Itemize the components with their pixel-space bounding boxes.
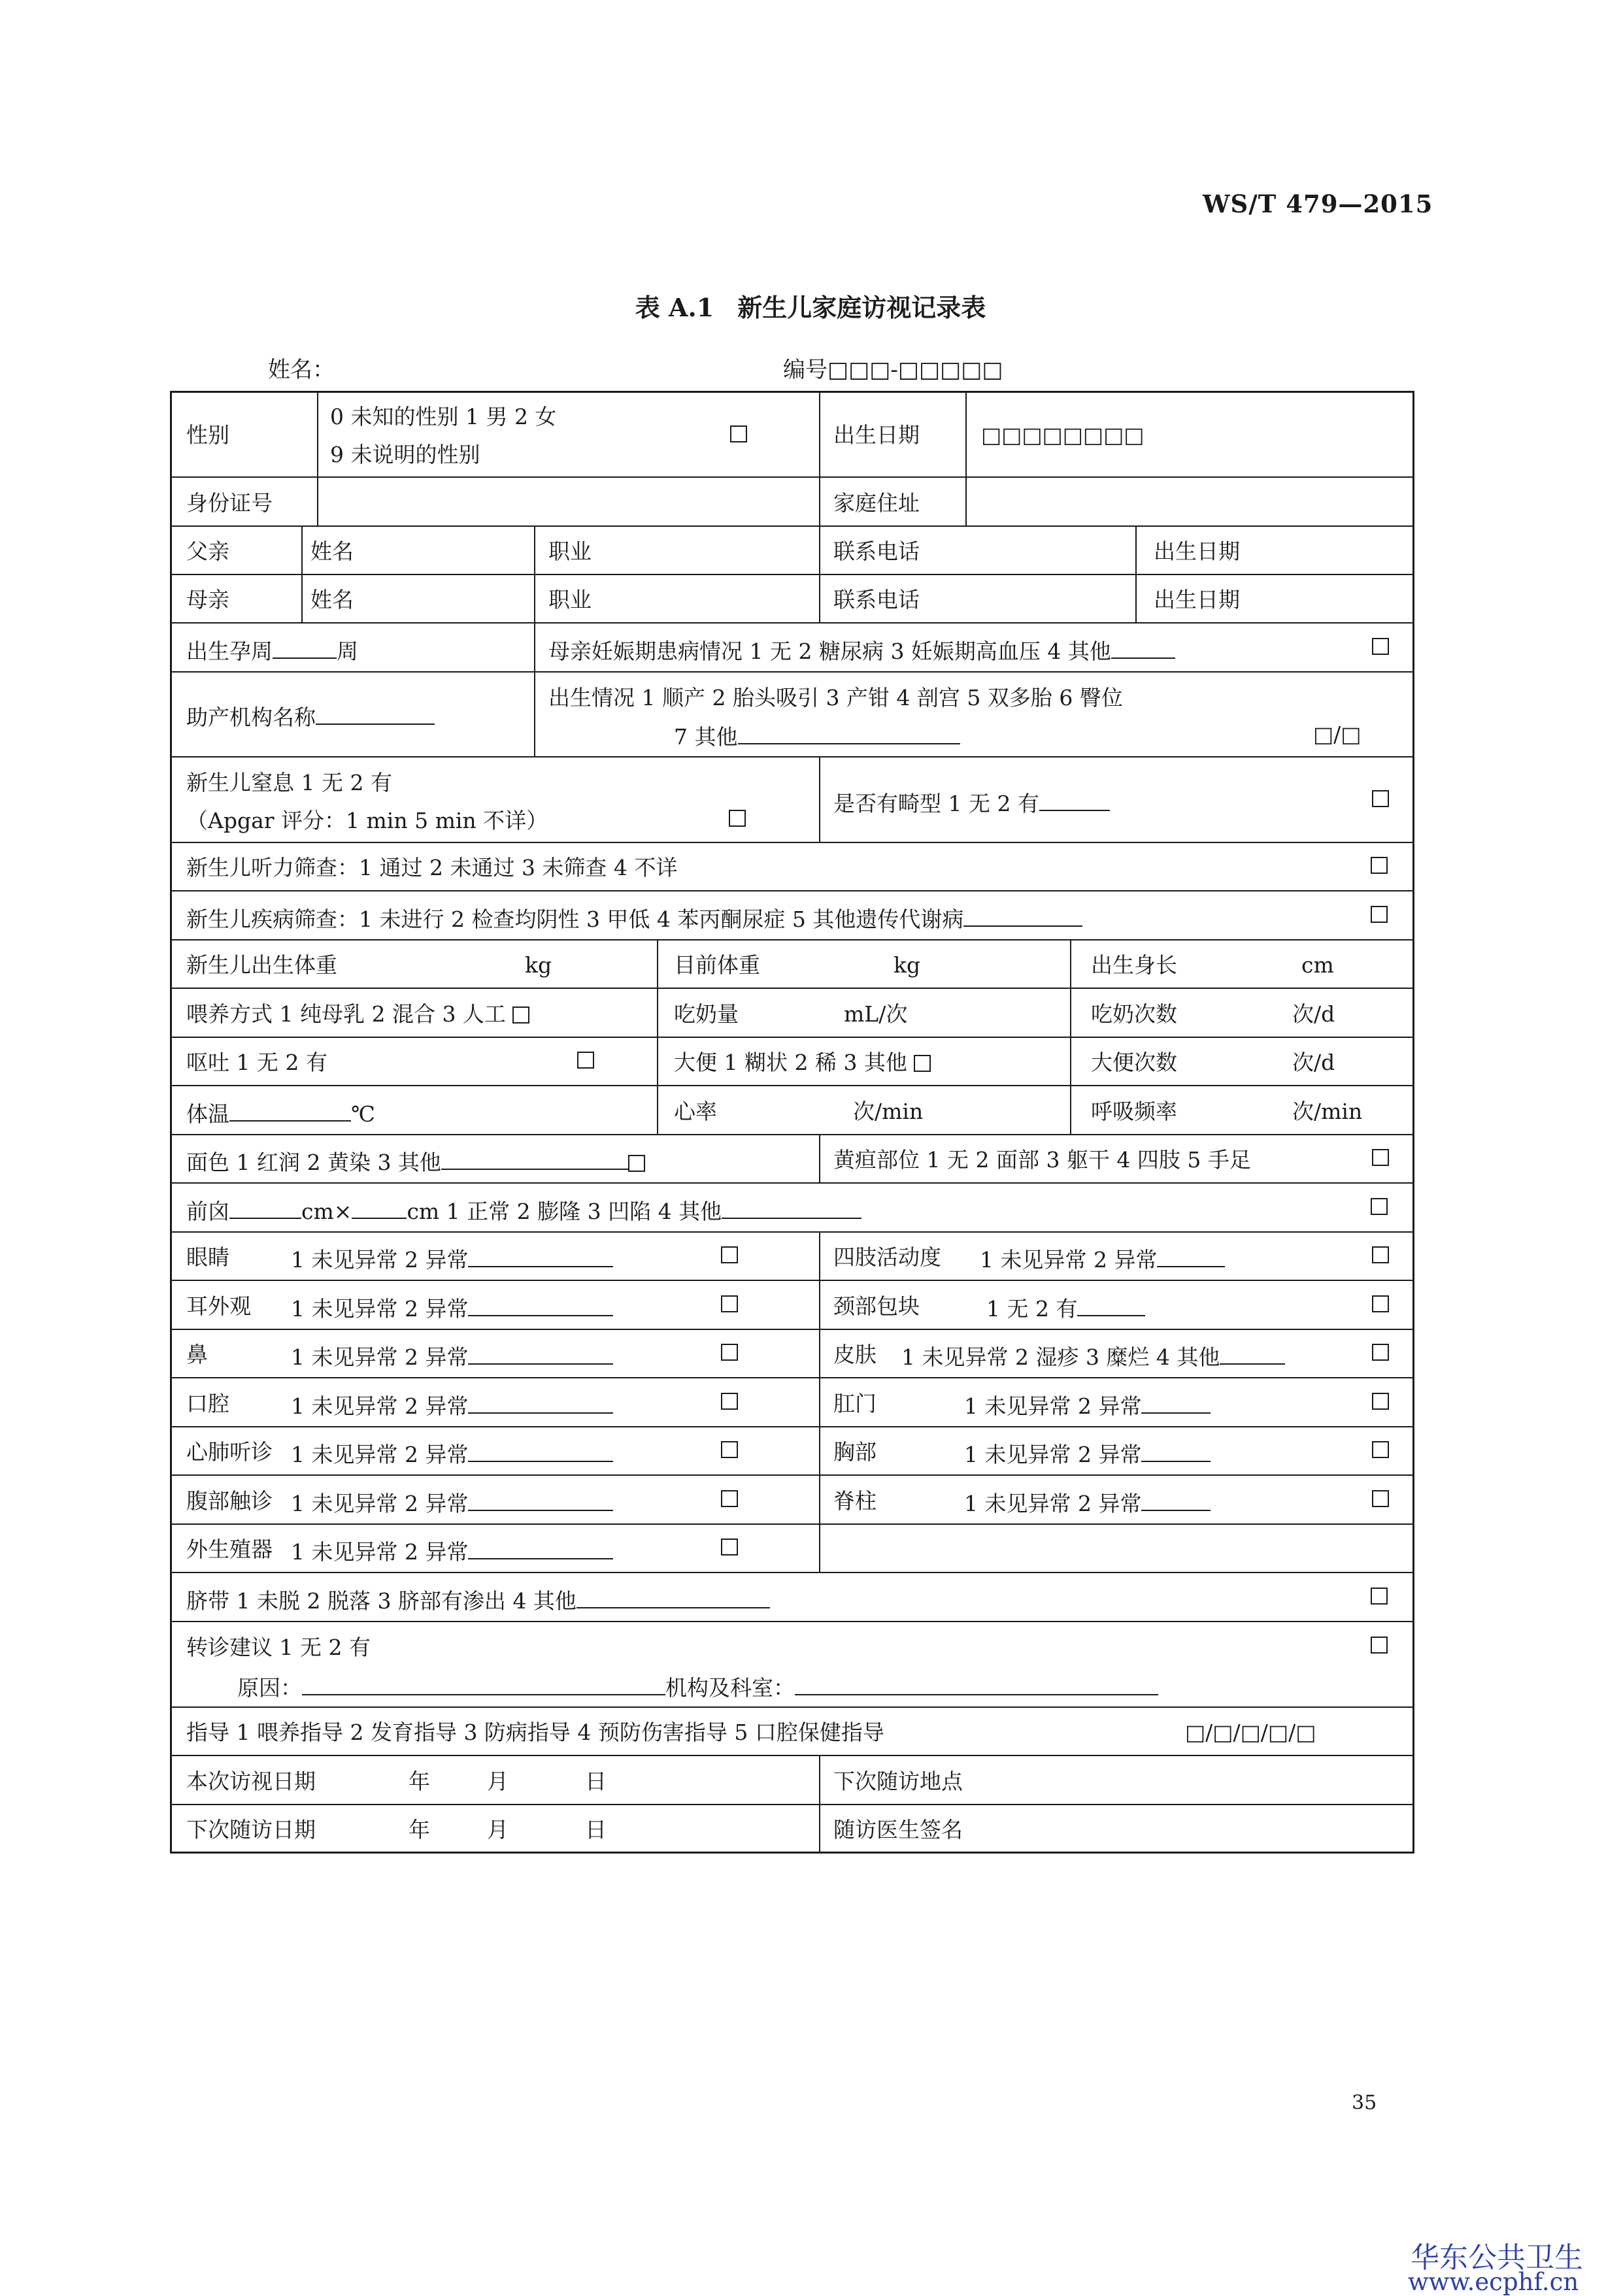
genitals-row xyxy=(172,1523,1412,1573)
complexion[interactable] xyxy=(186,1149,645,1173)
heart-lung-checkbox[interactable] xyxy=(721,1441,738,1458)
visit-day: 日 xyxy=(585,1769,607,1794)
guidance-row xyxy=(172,1706,1412,1756)
referral-label: 转诊建议 1 无 2 有 xyxy=(186,1635,371,1660)
chest-checkbox[interactable] xyxy=(1372,1441,1389,1458)
father-job-cell[interactable] xyxy=(534,527,819,575)
midwife-org-label: 助产机构名称 xyxy=(186,705,316,730)
mother-name-cell[interactable] xyxy=(301,575,534,624)
abdomen-row xyxy=(172,1474,1412,1525)
eyes-label: 眼睛 xyxy=(186,1244,229,1270)
guidance-checkboxes[interactable]: □/□/□/□/□ xyxy=(1185,1720,1316,1745)
address-label: 家庭住址 xyxy=(833,490,920,516)
gestation-week-blank[interactable] xyxy=(273,638,337,659)
current-weight-cell[interactable] xyxy=(657,940,1070,989)
birth-weight-label: 新生儿出生体重 xyxy=(186,952,337,978)
asphyxia-checkbox[interactable] xyxy=(729,810,746,827)
skin-options[interactable] xyxy=(901,1344,1285,1368)
vomit-label: 呕吐 1 无 2 有 xyxy=(186,1050,327,1075)
heart-lung-options[interactable] xyxy=(291,1441,613,1465)
mother-phone-cell[interactable] xyxy=(819,575,1135,624)
mother-disease-checkbox[interactable] xyxy=(1372,638,1389,655)
father-birth-cell[interactable] xyxy=(1135,527,1412,575)
jaundice-label: 黄疸部位 1 无 2 面部 3 躯干 4 四肢 5 手足 xyxy=(833,1147,1251,1173)
birth-length-unit: cm xyxy=(1301,952,1334,978)
disease-screen-label: 新生儿疾病筛查：1 未进行 2 检查均阴性 3 甲低 4 苯丙酮尿症 5 其他遗传代谢病 xyxy=(186,907,964,932)
fontanelle-checkbox[interactable] xyxy=(1371,1198,1388,1215)
spine-cell xyxy=(819,1476,1412,1525)
mother-disease-other-blank[interactable] xyxy=(1111,638,1175,659)
birth-length-cell[interactable] xyxy=(1070,940,1412,989)
skin-cell xyxy=(819,1330,1412,1378)
genitals-label: 外生殖器 xyxy=(186,1537,273,1562)
table-title xyxy=(0,288,1621,324)
heart-lung-options-label: 1 未见异常 2 异常 xyxy=(291,1442,469,1467)
mouth-label: 口腔 xyxy=(186,1391,229,1416)
stool-times-unit: 次/d xyxy=(1292,1050,1335,1075)
jaundice-cell xyxy=(819,1135,1412,1184)
eyes-row xyxy=(172,1231,1412,1281)
neck-checkbox[interactable] xyxy=(1372,1295,1389,1312)
page-number: 35 xyxy=(1352,2091,1377,2114)
feed-times-label: 吃奶次数 xyxy=(1091,1001,1177,1027)
cord-other-blank[interactable] xyxy=(577,1588,770,1608)
fontanelle-label: 前囟 xyxy=(186,1199,229,1224)
feeding-checkbox[interactable] xyxy=(512,1007,529,1023)
genitals-options[interactable] xyxy=(291,1539,613,1563)
limbs-checkbox[interactable] xyxy=(1372,1246,1389,1263)
feeding-label: 喂养方式 1 纯母乳 2 混合 3 人工 xyxy=(186,1001,506,1027)
mother-phone-label: 联系电话 xyxy=(833,587,920,612)
limbs-options[interactable] xyxy=(980,1246,1225,1271)
dept-blank[interactable] xyxy=(795,1674,1158,1695)
stool[interactable] xyxy=(674,1052,931,1073)
complexion-blank[interactable] xyxy=(441,1149,628,1170)
deformity-cell xyxy=(819,757,1412,843)
id-address-row xyxy=(172,476,1412,527)
chest-cell xyxy=(819,1427,1412,1476)
mother-row xyxy=(172,574,1412,624)
feeding-row xyxy=(172,988,1412,1038)
dept-label: 机构及科室： xyxy=(665,1675,795,1701)
sex-checkbox[interactable] xyxy=(730,425,747,442)
midwife-org[interactable] xyxy=(186,704,435,728)
anus-cell xyxy=(819,1378,1412,1427)
cord-label: 脐带 1 未脱 2 脱落 3 脐部有渗出 4 其他 xyxy=(186,1588,577,1614)
hearing-label: 新生儿听力筛查：1 通过 2 未通过 3 未筛查 4 不详 xyxy=(186,855,678,880)
father-job-label: 职业 xyxy=(548,539,592,564)
birth-situation-cell xyxy=(534,673,1412,757)
next-month: 月 xyxy=(487,1817,509,1842)
spine-options-label: 1 未见异常 2 异常 xyxy=(964,1491,1142,1516)
abdomen-options[interactable] xyxy=(291,1490,613,1514)
vitals-row xyxy=(172,1085,1412,1135)
birth-situation-label: 出生情况 1 顺产 2 胎头吸引 3 产钳 4 剖宫 5 双多胎 6 臀位 xyxy=(548,685,1123,710)
spine-checkbox[interactable] xyxy=(1372,1490,1389,1507)
gestation-row xyxy=(172,622,1412,673)
deformity[interactable] xyxy=(833,790,1110,814)
spine-abnormal-blank[interactable] xyxy=(1141,1490,1211,1511)
birth-date-label-cell xyxy=(819,393,965,476)
abdomen-abnormal-blank[interactable] xyxy=(468,1490,613,1511)
anus-options-label: 1 未见异常 2 异常 xyxy=(964,1393,1142,1419)
cord-row xyxy=(172,1572,1412,1622)
id-no-label: 身份证号 xyxy=(186,490,273,516)
watermark-title: 华东公共卫生 xyxy=(1411,2241,1583,2274)
next-year: 年 xyxy=(409,1817,430,1842)
stool-times-label: 大便次数 xyxy=(1091,1050,1177,1075)
fontanelle-other-blank[interactable] xyxy=(722,1198,861,1219)
heart-rate-label: 心率 xyxy=(674,1099,717,1124)
chest-label: 胸部 xyxy=(833,1439,877,1465)
visit-year: 年 xyxy=(409,1769,430,1794)
referral-checkbox[interactable] xyxy=(1371,1637,1388,1654)
current-weight-unit: kg xyxy=(894,952,921,978)
gestation-week-unit: 周 xyxy=(337,639,358,664)
resp-rate-cell[interactable] xyxy=(1070,1086,1412,1135)
deformity-blank[interactable] xyxy=(1039,790,1110,811)
limbs-cell xyxy=(819,1233,1412,1281)
midwife-org-blank[interactable] xyxy=(316,704,435,725)
birth-situation-checkboxes[interactable]: □/□ xyxy=(1313,722,1362,747)
visit-record-form xyxy=(170,391,1414,1854)
hearing-checkbox[interactable] xyxy=(1371,857,1388,874)
sex-options-line2: 9 未说明的性别 xyxy=(330,442,480,467)
heart-lung-row xyxy=(172,1426,1412,1476)
mother-job-cell[interactable] xyxy=(534,575,819,624)
spine-options[interactable] xyxy=(964,1490,1211,1514)
mother-label: 母亲 xyxy=(186,587,229,612)
birth-weight-unit: kg xyxy=(525,952,552,978)
chest-options[interactable] xyxy=(964,1441,1211,1465)
mother-disease-label: 母亲妊娠期患病情况 1 无 2 糖尿病 3 妊娠期高血压 4 其他 xyxy=(548,639,1111,664)
watermark-url: www.ecphf.cn xyxy=(1408,2268,1579,2296)
temperature-blank[interactable] xyxy=(229,1101,351,1122)
nose-options[interactable] xyxy=(291,1344,613,1368)
birth-length-label: 出生身长 xyxy=(1091,952,1177,978)
neck-options-label: 1 无 2 有 xyxy=(986,1296,1078,1322)
fontanelle[interactable] xyxy=(186,1198,861,1222)
ears-options-label: 1 未见异常 2 异常 xyxy=(291,1296,469,1322)
address-label-cell xyxy=(819,478,965,527)
mouth-row xyxy=(172,1377,1412,1427)
abdomen-options-label: 1 未见异常 2 异常 xyxy=(291,1491,469,1516)
genitals-abnormal-blank[interactable] xyxy=(468,1539,613,1559)
nose-abnormal-blank[interactable] xyxy=(468,1344,613,1365)
birth-situation-row xyxy=(172,671,1412,757)
jaundice-checkbox[interactable] xyxy=(1372,1149,1389,1166)
complexion-checkbox[interactable] xyxy=(628,1155,645,1172)
mother-birth-label: 出生日期 xyxy=(1154,587,1240,612)
hearing-row xyxy=(172,842,1412,891)
address-field[interactable] xyxy=(965,478,1412,527)
disease-screen-blank[interactable] xyxy=(963,906,1082,927)
vomit-checkbox[interactable] xyxy=(577,1052,594,1069)
abdomen-label: 腹部触诊 xyxy=(186,1488,273,1514)
ears-label: 耳外观 xyxy=(186,1293,251,1319)
next-place-label: 下次随访地点 xyxy=(833,1769,963,1794)
neck-label: 颈部包块 xyxy=(833,1293,920,1319)
sex-options-cell[interactable] xyxy=(317,393,819,476)
table-name: 新生儿家庭访视记录表 xyxy=(737,293,986,322)
mother-job-label: 职业 xyxy=(548,587,592,612)
father-label: 父亲 xyxy=(186,539,229,564)
gestation-week[interactable] xyxy=(186,638,358,662)
sex-options-line1: 0 未知的性别 1 男 2 女 xyxy=(330,404,557,429)
gestation-week-label: 出生孕周 xyxy=(186,639,273,664)
temperature-label: 体温 xyxy=(186,1101,229,1127)
chest-options-label: 1 未见异常 2 异常 xyxy=(964,1442,1142,1467)
eyes-options-label: 1 未见异常 2 异常 xyxy=(291,1247,469,1273)
visit-date-label: 本次访视日期 xyxy=(186,1769,316,1794)
nose-options-label: 1 未见异常 2 异常 xyxy=(291,1344,469,1370)
anus-label: 肛门 xyxy=(833,1391,877,1416)
neck-options[interactable] xyxy=(986,1295,1145,1320)
limbs-label: 四肢活动度 xyxy=(833,1244,941,1270)
feed-times-cell[interactable] xyxy=(1070,989,1412,1038)
complexion-row xyxy=(172,1134,1412,1184)
deformity-label: 是否有畸型 1 无 2 有 xyxy=(833,791,1039,816)
visit-month: 月 xyxy=(487,1769,509,1794)
disease-screen[interactable] xyxy=(186,906,1082,930)
heart-lung-abnormal-blank[interactable] xyxy=(468,1441,613,1462)
id-no-field[interactable] xyxy=(317,478,819,527)
temperature[interactable] xyxy=(186,1101,375,1125)
reason-label: 原因： xyxy=(237,1675,302,1701)
stool-times-cell[interactable] xyxy=(1070,1038,1412,1086)
nose-checkbox[interactable] xyxy=(721,1344,738,1361)
skin-label: 皮肤 xyxy=(833,1342,877,1367)
asphyxia-label: 新生儿窒息 1 无 2 有 xyxy=(186,770,392,795)
heart-lung-label: 心肺听诊 xyxy=(186,1439,273,1465)
deformity-checkbox[interactable] xyxy=(1372,790,1389,807)
father-phone-label: 联系电话 xyxy=(833,539,920,564)
cord[interactable] xyxy=(186,1588,770,1612)
father-phone-cell[interactable] xyxy=(819,527,1135,575)
father-name-cell[interactable] xyxy=(301,527,534,575)
neck-blank[interactable] xyxy=(1077,1295,1145,1316)
mother-birth-cell[interactable] xyxy=(1135,575,1412,624)
eyes-abnormal-blank[interactable] xyxy=(468,1246,613,1267)
sex-label: 性别 xyxy=(186,422,229,448)
weight-row xyxy=(172,939,1412,989)
next-date-label: 下次随访日期 xyxy=(186,1817,316,1842)
empty-cell xyxy=(819,1525,1412,1573)
disease-screen-checkbox[interactable] xyxy=(1371,906,1388,923)
birth-date-cell[interactable] xyxy=(965,393,1412,476)
fontanelle-options: cm 1 正常 2 膨隆 3 凹陷 4 其他 xyxy=(407,1199,722,1224)
visit-date-row xyxy=(172,1755,1412,1805)
skin-checkbox[interactable] xyxy=(1372,1344,1389,1361)
disease-screen-row xyxy=(172,890,1412,940)
mouth-abnormal-blank[interactable] xyxy=(468,1393,613,1414)
mouth-options-label: 1 未见异常 2 异常 xyxy=(291,1393,469,1419)
sex-row xyxy=(172,393,1412,476)
next-place-cell[interactable] xyxy=(819,1756,1412,1805)
ears-options[interactable] xyxy=(291,1295,613,1320)
name-label: 姓名： xyxy=(268,357,335,383)
mouth-checkbox[interactable] xyxy=(721,1393,738,1410)
resp-rate-unit: 次/min xyxy=(1292,1099,1363,1124)
next-day: 日 xyxy=(585,1817,607,1842)
fontanelle-length-blank[interactable] xyxy=(229,1198,301,1219)
birth-date-boxes[interactable]: □□□□□□□□ xyxy=(981,422,1145,448)
heart-rate-cell[interactable] xyxy=(657,1086,1070,1135)
skin-other-blank[interactable] xyxy=(1220,1344,1285,1365)
vomit-row xyxy=(172,1037,1412,1086)
eyes-options[interactable] xyxy=(291,1246,613,1271)
guidance-label: 指导 1 喂养指导 2 发育指导 3 防病指导 4 预防伤害指导 5 口腔保健指导 xyxy=(186,1720,884,1745)
chest-abnormal-blank[interactable] xyxy=(1141,1441,1211,1462)
asphyxia-row xyxy=(172,756,1412,843)
father-row xyxy=(172,525,1412,575)
feed-times-unit: 次/d xyxy=(1292,1001,1335,1027)
milk-amount-unit: mL/次 xyxy=(844,1001,908,1027)
mother-disease[interactable] xyxy=(548,638,1175,662)
referral-details[interactable] xyxy=(237,1674,1158,1699)
table-number: 表 A.1 xyxy=(635,293,714,322)
doctor-sign-label: 随访医生签名 xyxy=(833,1817,963,1842)
mouth-options[interactable] xyxy=(291,1393,613,1417)
fontanelle-times: cm× xyxy=(301,1199,352,1224)
neck-cell xyxy=(819,1281,1412,1330)
father-name-label: 姓名 xyxy=(310,539,354,564)
resp-rate-label: 呼吸频率 xyxy=(1091,1099,1177,1124)
limbs-options-label: 1 未见异常 2 异常 xyxy=(980,1247,1158,1273)
milk-amount-cell[interactable] xyxy=(657,989,1070,1038)
feeding[interactable] xyxy=(186,1003,529,1025)
genitals-options-label: 1 未见异常 2 异常 xyxy=(291,1539,469,1565)
nose-row xyxy=(172,1329,1412,1378)
complexion-label: 面色 1 红润 2 黄染 3 其他 xyxy=(186,1150,441,1175)
spine-label: 脊柱 xyxy=(833,1488,877,1514)
id-number-label: 编号□□□-□□□□□ xyxy=(783,357,1003,383)
doctor-sign-cell[interactable] xyxy=(819,1805,1412,1854)
reason-blank[interactable] xyxy=(302,1674,665,1695)
referral-row xyxy=(172,1621,1412,1708)
milk-amount-label: 吃奶量 xyxy=(674,1001,739,1027)
birth-other-blank[interactable] xyxy=(738,724,960,744)
father-birth-label: 出生日期 xyxy=(1154,539,1240,564)
current-weight-label: 目前体重 xyxy=(674,952,760,978)
birth-situation-other[interactable] xyxy=(674,724,960,748)
heart-rate-unit: 次/min xyxy=(853,1099,924,1124)
genitals-checkbox[interactable] xyxy=(721,1539,738,1556)
temperature-unit: ℃ xyxy=(351,1101,375,1127)
anus-checkbox[interactable] xyxy=(1372,1393,1389,1410)
fontanelle-row xyxy=(172,1182,1412,1233)
eyes-checkbox[interactable] xyxy=(721,1246,738,1263)
next-date-row xyxy=(172,1804,1412,1854)
anus-abnormal-blank[interactable] xyxy=(1141,1393,1211,1414)
mother-name-label: 姓名 xyxy=(310,587,354,612)
stool-cell xyxy=(657,1038,1070,1086)
mother-disease-cell xyxy=(534,624,1412,673)
ears-checkbox[interactable] xyxy=(721,1295,738,1312)
cord-checkbox[interactable] xyxy=(1371,1588,1388,1605)
ears-row xyxy=(172,1280,1412,1330)
fontanelle-width-blank[interactable] xyxy=(352,1198,407,1219)
ears-abnormal-blank[interactable] xyxy=(468,1295,613,1316)
anus-options[interactable] xyxy=(964,1393,1211,1417)
skin-options-label: 1 未见异常 2 湿疹 3 糜烂 4 其他 xyxy=(901,1344,1220,1370)
limbs-abnormal-blank[interactable] xyxy=(1157,1246,1225,1267)
standard-code: WS/T 479—2015 xyxy=(1203,190,1433,218)
nose-label: 鼻 xyxy=(186,1342,208,1367)
stool-checkbox[interactable] xyxy=(914,1055,931,1072)
abdomen-checkbox[interactable] xyxy=(721,1490,738,1507)
birth-date-label: 出生日期 xyxy=(833,422,920,448)
birth-other-label: 7 其他 xyxy=(674,724,738,750)
stool-label: 大便 1 糊状 2 稀 3 其他 xyxy=(674,1050,907,1075)
apgar-label: （Apgar 评分：1 min 5 min 不详） xyxy=(186,808,548,833)
